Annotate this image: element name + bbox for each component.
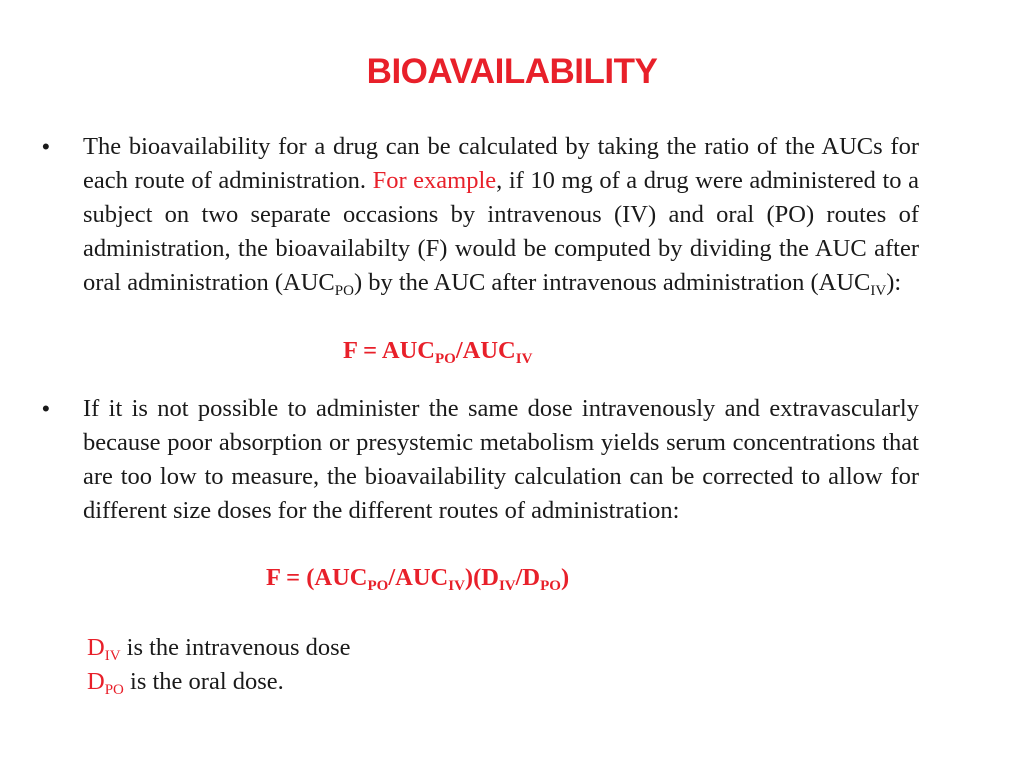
formula-2-part: /D [515, 564, 541, 591]
paragraph-1-text-4: ): [886, 269, 902, 296]
paragraph-1-text: The bioavailability for a drug can be calculated by taking the ratio of the AUCs for each route of administration. [83, 133, 919, 194]
bullet-marker-1: • [42, 134, 50, 159]
formula-2-sub: PO [540, 578, 561, 594]
formula-2-sub: IV [448, 578, 465, 594]
page-title: BIOAVAILABILITY [366, 52, 658, 91]
formula-2-sub: IV [498, 578, 516, 594]
formula-2-part: /AUC [388, 564, 449, 591]
formula-2-part: )(D [464, 564, 499, 591]
for-example-highlight: For example [372, 167, 497, 194]
definition-text: is the intravenous dose [120, 634, 351, 661]
formula-1-sub-po: PO [435, 351, 456, 367]
formula-1-sub-iv: IV [515, 351, 533, 367]
formula-corrected-bioavailability [266, 564, 569, 592]
dose-definitions [87, 631, 351, 699]
formula-2-sub: PO [367, 578, 389, 594]
formula-1-auc: F = AUC [343, 337, 435, 364]
paragraph-1-text-2: , if 10 mg of a drug were administered to a subject on two separate occasions by intravenous (IV) and oral (PO) routes of administration, the bioavailabilty (F) would be computed by dividing the AUC after oral administration (AUC [83, 167, 919, 296]
subscript-iv: IV [870, 283, 887, 299]
definition-text: is the oral dose. [123, 668, 284, 695]
definition-iv [87, 631, 351, 665]
paragraph-1-text-3: ) by the AUC after intravenous administration (AUC [353, 269, 871, 296]
paragraph-2: If it is not possible to administer the same dose intravenously and extravascularly because poor absorption or presystemic metabolism yields serum concentrations that are too low to measure, the bioavailability calculation can be corrected to allow for different size doses for the different routes of administration: [83, 395, 919, 524]
formula-1-auc-iv: /AUC [455, 337, 516, 364]
paragraph-1 [83, 130, 919, 300]
bullet-marker-2: • [42, 396, 50, 421]
definition-subscript: IV [104, 648, 121, 664]
formula-2-part: ) [560, 564, 570, 591]
definition-symbol: D [87, 634, 105, 661]
definition-symbol: D [87, 668, 105, 695]
formula-2-part: F = (AUC [266, 564, 368, 591]
formula-bioavailability [343, 337, 532, 365]
subscript-po: PO [334, 283, 354, 299]
definition-subscript: PO [104, 682, 124, 698]
definition-po [87, 665, 351, 699]
